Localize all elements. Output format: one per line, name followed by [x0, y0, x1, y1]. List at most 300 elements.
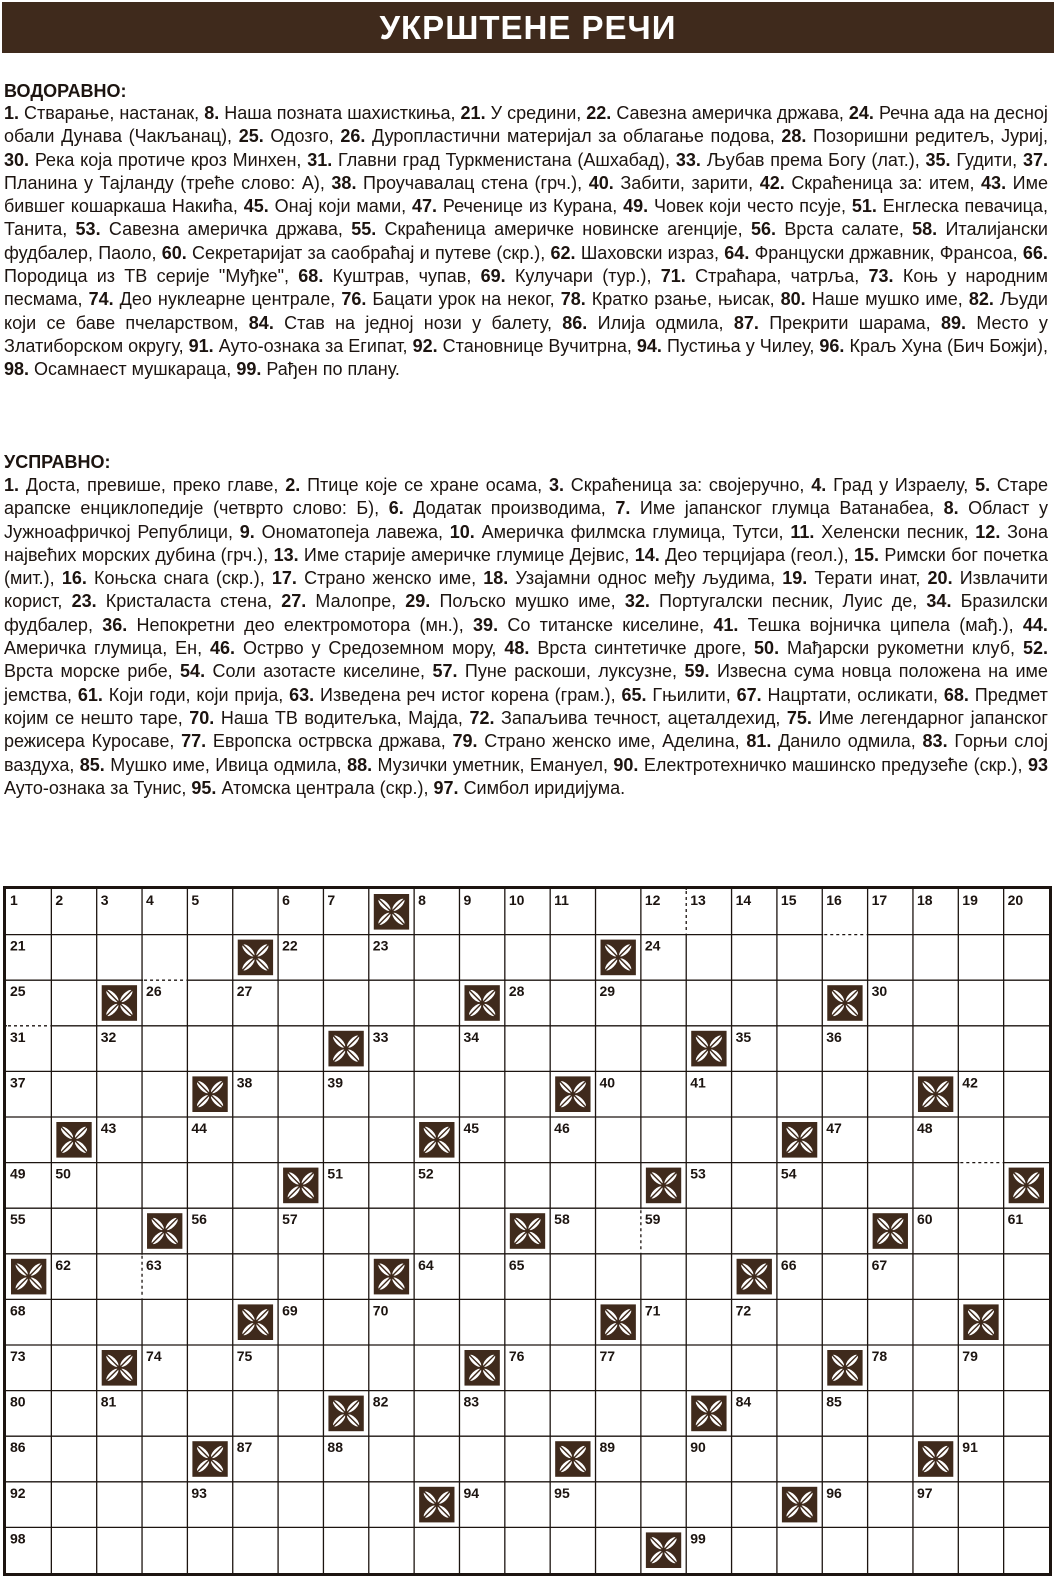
grid-cell [187, 1163, 232, 1209]
ornament-block-icon [51, 1117, 96, 1163]
grid-cell [822, 1254, 867, 1300]
grid-cell [596, 1163, 641, 1209]
grid-cell [732, 935, 777, 981]
grid-cell [550, 1026, 595, 1072]
cell-number: 51 [327, 1165, 344, 1182]
cell-number: 5 [191, 892, 200, 908]
clue-text: Тешка војничка ципела (мађ.), [747, 614, 1014, 635]
cell-number: 24 [644, 937, 661, 954]
cell-number: 33 [372, 1028, 389, 1045]
grid-cell [233, 889, 278, 935]
clue-text: Бацати урок на неког, [372, 289, 555, 310]
ornament-block-icon [777, 1482, 822, 1528]
ornament-block-icon [641, 1527, 686, 1573]
cell-number: 89 [599, 1439, 616, 1456]
grid-cell [505, 1026, 550, 1072]
grid-cell [97, 1299, 142, 1345]
clue-text: Скраћеница за: итем, [791, 172, 975, 193]
clue-number: 8. [943, 498, 959, 519]
ornament-block-icon [868, 1208, 913, 1254]
grid-cell [550, 935, 595, 981]
grid-cell [414, 1345, 459, 1391]
cell-number: 8 [418, 892, 426, 908]
grid-cell [97, 1436, 142, 1482]
ornament-block-icon [550, 1071, 595, 1117]
cell-number: 63 [146, 1256, 162, 1273]
cell-number: 56 [191, 1211, 207, 1228]
clue-number: 94. [636, 335, 662, 356]
grid-cell [732, 1163, 777, 1209]
grid-cell [51, 1436, 96, 1482]
clue-text: Америчка глумица, Ен, [4, 638, 203, 659]
ornament-block-icon [233, 935, 278, 981]
cell-number: 4 [146, 892, 154, 908]
clue-number: 85. [79, 754, 105, 775]
grid-cell [278, 1026, 323, 1072]
clue-text: Римски бог почетка (мит.), [4, 544, 1048, 589]
clue-text: Позоришни редитељ, Јуриј, [813, 126, 1048, 147]
clue-number: 28. [781, 126, 807, 147]
cell-number: 74 [146, 1348, 162, 1364]
grid-cell [459, 1299, 504, 1345]
grid-cell [868, 1117, 913, 1163]
clue-number: 37. [1022, 149, 1049, 170]
clue-number: 12. [975, 521, 1001, 542]
cell-number: 61 [1007, 1211, 1024, 1228]
grid-cell [1004, 1299, 1049, 1345]
clue-text: Породица из ТВ серије "Муђке", [4, 266, 290, 287]
grid-cell [142, 1163, 187, 1209]
clue-text: Коњ у народним песмама, [4, 266, 1048, 310]
clue-number: 51. [851, 196, 877, 217]
grid-cell [868, 1299, 913, 1345]
cell-number: 39 [327, 1074, 344, 1091]
grid-cell [278, 1527, 323, 1573]
clue-text: Скраћеница за: својеручно, [570, 475, 805, 495]
clue-text: Француски државник, Франсоа, [754, 242, 1018, 263]
grid-cell [414, 935, 459, 981]
cell-number: 57 [282, 1211, 298, 1228]
grid-cell [596, 1391, 641, 1437]
clue-text: Данило одмила, [778, 731, 916, 752]
clue-text: Име легендарног јапанског режисера Куросаве, [4, 707, 1048, 752]
grid-cell [1004, 1071, 1049, 1117]
grid-cell [187, 1299, 232, 1345]
ornament-block-icon [459, 1345, 504, 1391]
clue-text: Рађен по плану. [266, 359, 400, 380]
clue-number: 68. [298, 266, 324, 287]
ornament-block-icon [822, 1345, 867, 1391]
clue-number: 83. [922, 731, 948, 752]
clue-text: Врста синтетичке дроге, [537, 638, 747, 659]
clue-number: 96. [819, 335, 845, 356]
cell-number: 50 [55, 1165, 71, 1182]
grid-cell [868, 1436, 913, 1482]
cell-number: 92 [10, 1484, 26, 1501]
ornament-block-icon [323, 1391, 368, 1437]
grid-cell [323, 935, 368, 981]
cell-number: 64 [418, 1256, 434, 1273]
cell-number: 62 [55, 1256, 71, 1273]
cell-number: 78 [871, 1348, 888, 1364]
grid-cell [187, 1391, 232, 1437]
clue-text: Област у Јужноафричкој Републици, [4, 498, 1048, 542]
clue-text: Со титанске киселине, [507, 614, 705, 635]
grid-cell [323, 1527, 368, 1573]
grid-cell [958, 980, 1003, 1026]
clue-number: 98. [4, 359, 30, 380]
ornament-block-icon [913, 1436, 958, 1482]
clue-number: 16. [61, 568, 87, 589]
cell-number: 28 [508, 983, 525, 1000]
clue-text: Гњилити, [652, 684, 731, 705]
grid-cell [414, 1026, 459, 1072]
grid-cell [732, 980, 777, 1026]
clue-number: 34. [926, 591, 952, 612]
grid-cell [459, 935, 504, 981]
grid-cell [641, 1436, 686, 1482]
clue-number: 99. [236, 359, 262, 380]
grid-cell [505, 1391, 550, 1437]
grid-cell [686, 1482, 731, 1528]
grid-cell [369, 1208, 414, 1254]
cell-number: 30 [871, 983, 888, 1000]
ornament-block-icon [596, 935, 641, 981]
clue-number: 14. [634, 544, 660, 565]
cell-number: 36 [826, 1028, 842, 1045]
clue-text: Узајамни однос међу људима, [515, 568, 776, 589]
cell-number: 71 [644, 1302, 661, 1319]
cell-number: 82 [372, 1393, 389, 1410]
cell-number: 86 [10, 1439, 26, 1456]
grid-cell [459, 1254, 504, 1300]
grid-cell [142, 1299, 187, 1345]
grid-cell [777, 1208, 822, 1254]
clue-number: 45. [243, 196, 269, 217]
clue-number: 86. [562, 312, 588, 333]
grid-cell [414, 1391, 459, 1437]
grid-cell [142, 1117, 187, 1163]
clue-text: Острво у Средоземном мору, [242, 638, 497, 659]
ornament-block-icon [822, 980, 867, 1026]
grid-cell [97, 1208, 142, 1254]
clue-number: 19. [782, 568, 808, 589]
grid-cell [414, 1208, 459, 1254]
ornament-block-icon [686, 1391, 731, 1437]
clue-text: Запаљива течност, ацеталдехид, [501, 707, 781, 728]
cell-number: 79 [962, 1348, 978, 1364]
clue-number: 42. [759, 172, 785, 193]
clue-number: 38. [331, 172, 357, 193]
clue-number: 74. [88, 289, 114, 310]
grid-cell [505, 1071, 550, 1117]
grid-cell [732, 1482, 777, 1528]
clue-text: Наша ТВ водитељка, Мајда, [220, 707, 463, 728]
grid-cell [414, 1071, 459, 1117]
clue-number: 31. [307, 149, 333, 170]
grid-cell [822, 1163, 867, 1209]
cell-number: 23 [372, 937, 389, 954]
grid-cell [505, 1527, 550, 1573]
cell-number: 43 [100, 1120, 117, 1136]
clue-number: 61. [77, 684, 103, 705]
ornament-block-icon [958, 1299, 1003, 1345]
cell-number: 55 [10, 1211, 26, 1228]
cell-number: 44 [191, 1120, 207, 1136]
clue-text: Атомска централа (скр.), [221, 777, 429, 798]
clue-text: Краљ Хуна (Бич Божји), [849, 335, 1048, 356]
grid-cell [278, 1436, 323, 1482]
cell-number: 99 [690, 1530, 706, 1547]
grid-cell [641, 1117, 686, 1163]
cell-number: 53 [690, 1165, 706, 1182]
clue-number: 50. [754, 638, 780, 659]
clue-number: 78. [560, 289, 586, 310]
cell-number: 31 [10, 1028, 26, 1045]
cell-number: 22 [282, 937, 298, 954]
ornament-block-icon [459, 980, 504, 1026]
clue-text: Терати инат, [814, 568, 921, 589]
clue-text: Соли азотасте киселине, [212, 661, 425, 682]
cell-number: 73 [10, 1348, 26, 1364]
cell-number: 59 [644, 1211, 661, 1228]
clue-number: 75. [786, 707, 812, 728]
down-heading: УСПРАВНО: [4, 452, 111, 472]
ornament-block-icon [596, 1299, 641, 1345]
grid-cell [1004, 1391, 1049, 1437]
clue-number: 20. [927, 568, 953, 589]
grid-cell [278, 980, 323, 1026]
clue-text: Мађарски рукометни клуб, [787, 638, 1016, 659]
clue-number: 89. [940, 312, 966, 333]
clue-number: 26. [340, 126, 366, 147]
clue-number: 68. [943, 684, 969, 705]
cell-number: 66 [780, 1256, 797, 1273]
across-heading: ВОДОРАВНО: [4, 81, 127, 101]
clue-text: Нацртати, осликати, [767, 684, 939, 705]
clue-text: Доста, превише, преко главе, [25, 475, 279, 495]
clue-number: 57. [432, 661, 458, 682]
cell-number: 42 [962, 1074, 978, 1091]
grid-cell [142, 1071, 187, 1117]
grid-cell [641, 1071, 686, 1117]
clue-text: Мушко име, Ивица одмила, [110, 754, 342, 775]
grid-cell [369, 1527, 414, 1573]
grid-cell [913, 1163, 958, 1209]
grid-cell [732, 1527, 777, 1573]
grid-cell [505, 1482, 550, 1528]
clue-text: Додатак производима, [413, 498, 606, 519]
grid-cell [142, 1527, 187, 1573]
ornament-block-icon [732, 1254, 777, 1300]
across-clues [4, 102, 1048, 382]
clue-text: Име бившег кошаркаша Накића, [4, 172, 1048, 217]
grid-cell [142, 935, 187, 981]
clue-number: 44. [1022, 614, 1048, 635]
cell-number: 93 [191, 1484, 207, 1501]
clue-text: Наша позната шахисткиња, [224, 103, 456, 123]
cell-number: 72 [735, 1302, 752, 1319]
grid-cell [777, 1026, 822, 1072]
clue-text: Главни град Туркменистана (Ашхабад), [338, 149, 671, 170]
ornament-block-icon [550, 1436, 595, 1482]
clue-number: 17. [271, 568, 297, 589]
crossword-grid [3, 886, 1052, 1576]
clue-number: 58. [912, 219, 938, 240]
cell-number: 60 [916, 1211, 933, 1228]
clue-number: 55. [351, 219, 377, 240]
clue-number: 27. [281, 591, 307, 612]
cell-number: 77 [599, 1348, 616, 1364]
clue-text: Кулучари (тур.), [514, 266, 652, 287]
grid-cell [958, 1117, 1003, 1163]
ornament-block-icon [187, 1071, 232, 1117]
grid-cell [732, 1071, 777, 1117]
cell-number: 54 [780, 1165, 797, 1182]
clue-number: 62. [550, 242, 576, 263]
grid-cell [187, 1345, 232, 1391]
grid-cell [1004, 935, 1049, 981]
cell-number: 32 [100, 1028, 117, 1045]
cell-number: 84 [735, 1393, 752, 1410]
grid-cell [913, 1026, 958, 1072]
grid-cell [233, 1208, 278, 1254]
grid-cell [868, 1163, 913, 1209]
cell-number: 18 [916, 892, 933, 908]
grid-cell [97, 1254, 142, 1300]
grid-cell [550, 1345, 595, 1391]
clue-text: Осамнаест мушкараца, [34, 359, 232, 380]
grid-cell [596, 1254, 641, 1300]
clue-number: 54. [180, 661, 206, 682]
ornament-block-icon [777, 1117, 822, 1163]
cell-number: 80 [10, 1393, 26, 1410]
grid-cell [868, 1527, 913, 1573]
grid-cell [233, 1163, 278, 1209]
grid-cell [187, 935, 232, 981]
clue-number: 41. [713, 614, 739, 635]
clue-text: Планина у Тајланду (треће слово: А), [4, 172, 325, 193]
clue-number: 23. [71, 591, 97, 612]
clue-text: Хеленски песник, [821, 521, 969, 542]
clue-number: 56. [750, 219, 777, 240]
clue-text: Пуне раскоши, луксузне, [464, 661, 678, 682]
clue-text: Страно женско име, Аделина, [484, 731, 740, 752]
clue-text: Проучавалац стена (грч.), [363, 172, 583, 193]
crossword-grid-svg [6, 889, 1049, 1573]
clue-number: 49. [623, 196, 649, 217]
grid-cell [1004, 1117, 1049, 1163]
grid-cell [913, 1527, 958, 1573]
clue-text: Италијански фудбалер, Паоло, [4, 219, 1048, 263]
clue-number: 53. [75, 219, 101, 240]
clue-number: 29. [405, 591, 431, 612]
cell-number: 91 [962, 1439, 978, 1456]
cell-number: 48 [916, 1120, 933, 1136]
grid-cell [51, 1026, 96, 1072]
clue-text: У средини, [490, 103, 582, 123]
grid-cell [596, 1527, 641, 1573]
grid-cell [686, 1345, 731, 1391]
ornament-block-icon [323, 1026, 368, 1072]
cell-number: 14 [735, 892, 752, 908]
cell-number: 21 [10, 937, 26, 954]
clue-number: 35. [925, 149, 951, 170]
clue-number: 69. [480, 266, 506, 287]
grid-cell [913, 1391, 958, 1437]
grid-cell [323, 1254, 368, 1300]
grid-cell [51, 1527, 96, 1573]
clue-text: Изведена реч истог корена (грам.), [320, 684, 616, 705]
grid-cell [505, 1117, 550, 1163]
grid-cell [732, 1117, 777, 1163]
ornament-block-icon [1004, 1163, 1049, 1209]
grid-cell [868, 935, 913, 981]
grid-cell [1004, 1254, 1049, 1300]
grid-cell [822, 1071, 867, 1117]
clue-number: 65. [621, 684, 647, 705]
grid-cell [777, 1299, 822, 1345]
grid-cell [958, 1163, 1003, 1209]
cell-number: 90 [690, 1439, 706, 1456]
clue-number: 66. [1022, 242, 1048, 263]
grid-cell [686, 935, 731, 981]
clue-text: Птице које се хране осама, [307, 475, 543, 495]
grid-cell [51, 1345, 96, 1391]
clue-text: Скраћеница америчке новинске агенције, [384, 219, 743, 240]
clue-text: Забити, зарити, [620, 172, 754, 193]
clue-number: 2. [285, 475, 301, 495]
clue-number: 95. [191, 777, 217, 798]
clue-number: 40. [588, 172, 614, 193]
clue-text: Стварање, настанак, [24, 103, 200, 123]
clue-text: Људи који се баве пчеларством, [4, 289, 1048, 333]
grid-cell [777, 1527, 822, 1573]
grid-cell [958, 1026, 1003, 1072]
grid-cell [1004, 1527, 1049, 1573]
grid-cell [732, 1208, 777, 1254]
grid-cell [51, 980, 96, 1026]
clue-text: Страћара, чатрља, [695, 266, 860, 287]
clue-text: Гудити, [956, 149, 1018, 170]
clue-text: Прекрити шарама, [769, 312, 931, 333]
grid-cell [777, 935, 822, 981]
clue-text: Наше мушко име, [811, 289, 963, 310]
grid-cell [550, 980, 595, 1026]
clue-text: Савезна америчка држава, [108, 219, 343, 240]
cell-number: 52 [418, 1165, 434, 1182]
grid-cell [550, 1163, 595, 1209]
clue-number: 91. [188, 335, 214, 356]
grid-cell [550, 1527, 595, 1573]
grid-cell [323, 980, 368, 1026]
clue-text: Став на једној нози у балету, [284, 312, 552, 333]
cell-number: 88 [327, 1439, 344, 1456]
grid-cell [459, 1163, 504, 1209]
cell-number: 13 [690, 892, 706, 908]
grid-cell [1004, 1026, 1049, 1072]
grid-cell [142, 1026, 187, 1072]
grid-cell [868, 1391, 913, 1437]
clue-text: Извлачити корист, [4, 568, 1048, 612]
clue-text: Непокретни део електромотора (мн.), [136, 614, 464, 635]
clue-text: Кратко рзање, њисак, [591, 289, 775, 310]
grid-cell [187, 1254, 232, 1300]
grid-cell [278, 1391, 323, 1437]
grid-cell [958, 1254, 1003, 1300]
cell-number: 70 [372, 1302, 389, 1319]
cell-number: 95 [554, 1484, 570, 1501]
